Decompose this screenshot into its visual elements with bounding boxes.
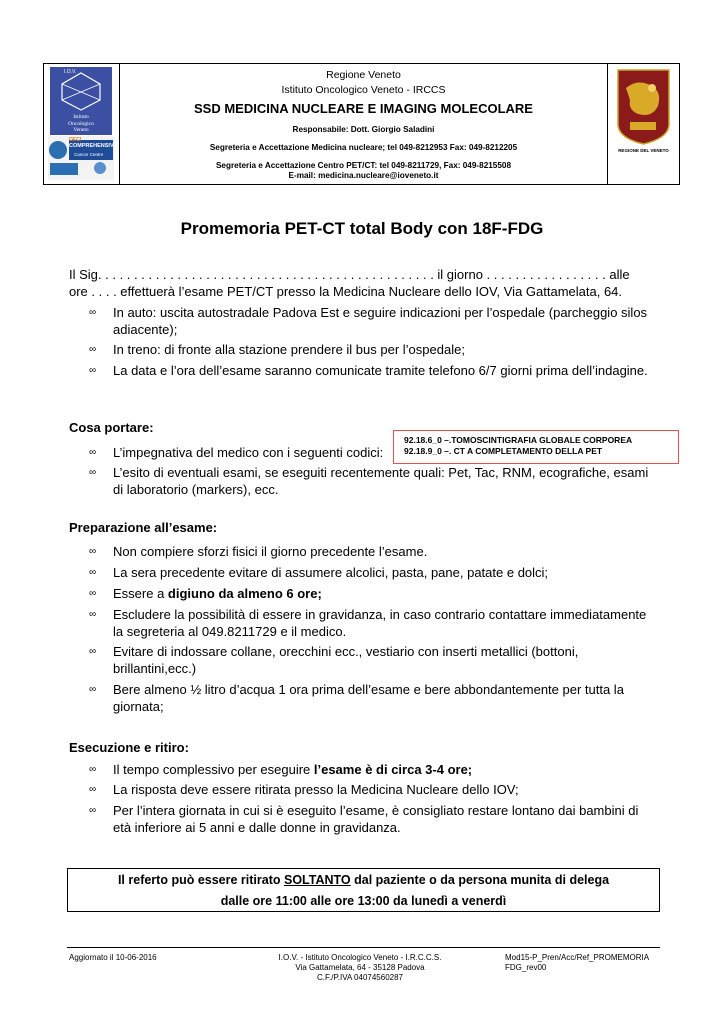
header-email: E-mail: medicina.nucleare@ioveneto.it bbox=[288, 171, 439, 180]
exec-item-2: La risposta deve essere ritirata presso la Medicina Nucleare dello IOV; bbox=[113, 782, 519, 797]
header-box bbox=[43, 63, 680, 185]
iov-logo-area bbox=[44, 64, 120, 184]
bullet-icon: ∞ bbox=[89, 467, 97, 478]
pickup-notice-line-1: Il referto può essere ritirato SOLTANTO dal paziente o da persona munita di delega bbox=[117, 873, 610, 887]
pickup-notice bbox=[67, 868, 660, 912]
bullet-icon: ∞ bbox=[89, 546, 97, 557]
prep-item-3: Essere a digiuno da almeno 6 ore; bbox=[113, 586, 322, 601]
bullet-icon: ∞ bbox=[89, 609, 97, 620]
bullet-icon: ∞ bbox=[89, 344, 97, 355]
bullet-icon: ∞ bbox=[89, 307, 97, 318]
direction-train: In treno: di fronte alla stazione prendere il bus per l’ospedale; bbox=[113, 342, 465, 357]
prep-item-4: Escludere la possibilità di essere in gravidanza, in caso contrario contattare immediatamente la segreteria al 049.8211729 e il medico. bbox=[113, 607, 647, 639]
section-prep-heading: Preparazione all’esame: bbox=[69, 520, 218, 535]
header-region: Regione Veneto bbox=[326, 69, 401, 81]
bullet-icon: ∞ bbox=[89, 784, 97, 795]
bullet-icon: ∞ bbox=[89, 684, 97, 695]
intro-line-1: Il Sig. . . . . . . . . . . . . . . . . . . . . . . . . . . . . . . . . . . . . . . . . . . . . . . il giorno . . . . . . . . . . . . . . . . . alle bbox=[69, 267, 630, 282]
venice-lion-icon bbox=[608, 64, 679, 184]
bullet-icon: ∞ bbox=[89, 567, 97, 578]
bring-referral: L’impegnativa del medico con i seguenti codici: bbox=[113, 445, 384, 460]
header-secretary-nm: Segreteria e Accettazione Medicina nucleare; tel 049-8212953 Fax: 049-8212205 bbox=[209, 143, 518, 152]
exam-code-1: 92.18.6_0 –.TOMOSCINTIGRAFIA GLOBALE CORPOREA bbox=[404, 435, 633, 445]
bullet-icon: ∞ bbox=[89, 805, 97, 816]
comprehensive-label: COMPREHENSIVE bbox=[69, 143, 118, 149]
exec-item-3: Per l’intera giornata in cui si è eseguito l’esame, è consigliato restare lontano dai bambini di età inferiore ai 5 anni e dalle donne in gravidanza. bbox=[113, 803, 639, 835]
intro-line-2: ore . . . . effettuerà l’esame PET/CT presso la Medicina Nucleare dello IOV, Via Gattamelata, 64. bbox=[69, 284, 623, 299]
header-institute: Istituto Oncologico Veneto - IRCCS bbox=[281, 84, 446, 96]
bullet-icon: ∞ bbox=[89, 588, 97, 599]
bullet-icon: ∞ bbox=[89, 646, 97, 657]
prep-item-2: La sera precedente evitare di assumere alcolici, pasta, pane, patate e dolci; bbox=[113, 565, 549, 580]
bullet-icon: ∞ bbox=[89, 447, 97, 458]
header-secretary-pet: Segreteria e Accettazione Centro PET/CT: tel 049-8211729, Fax: 049-8215508 bbox=[215, 161, 512, 170]
exam-code-2: 92.18.9_0 –. CT A COMPLETAMENTO DELLA PET bbox=[404, 446, 603, 456]
footer-updated: Aggiornato il 10-06-2016 bbox=[69, 953, 157, 962]
regione-label: REGIONE DEL VENETO bbox=[618, 148, 669, 153]
logo-iov-name: Istituto Oncologico Veneto bbox=[68, 114, 94, 133]
direction-date: La data e l’ora dell’esame saranno comunicate tramite telefono 6/7 giorni prima dell’indagine. bbox=[113, 363, 648, 378]
section-bring-heading: Cosa portare: bbox=[69, 420, 154, 435]
footer-doc-code: Mod15-P_Pren/Acc/Ref_PROMEMORIA FDG_rev00 bbox=[505, 953, 650, 972]
prep-item-5: Evitare di indossare collane, orecchini ecc., vestiario con inserti metallici (bottoni, brillantini,ecc.) bbox=[113, 644, 579, 676]
prep-item-6: Bere almeno ½ litro d’acqua 1 ora prima dell’esame e bere abbondantemente per tutta la giornata; bbox=[113, 682, 624, 714]
page-title: Promemoria PET-CT total Body con 18F-FDG bbox=[180, 219, 544, 238]
logo-iov-label: I.O.V. bbox=[64, 69, 77, 75]
section-exec-heading: Esecuzione e ritiro: bbox=[69, 740, 189, 755]
pickup-notice-line-2: dalle ore 11:00 alle ore 13:00 da lunedì a venerdì bbox=[220, 894, 507, 908]
prep-item-1: Non compiere sforzi fisici il giorno precedente l’esame. bbox=[113, 544, 428, 559]
footer-org: I.O.V. - Istituto Oncologico Veneto - I.R.C.C.S. Via Gattamelata, 64 - 35128 Padova C.F./P.IVA 04074560287 bbox=[278, 953, 442, 982]
bullet-icon: ∞ bbox=[89, 764, 97, 775]
exam-codes-box bbox=[393, 430, 679, 464]
direction-car: In auto: uscita autostradale Padova Est e seguire indicazioni per l’ospedale (parcheggio silos adiacente); bbox=[113, 305, 648, 337]
oeci-label: OECI bbox=[69, 137, 82, 143]
cancer-centre-label: Cancer Centre bbox=[74, 152, 104, 157]
header-department: SSD MEDICINA NUCLEARE E IMAGING MOLECOLARE bbox=[194, 101, 533, 116]
footer-divider bbox=[67, 947, 660, 948]
header-responsible: Responsabile: Dott. Giorgio Saladini bbox=[292, 125, 435, 134]
bring-previous-exams: L’esito di eventuali esami, se eseguiti recentemente quali: Pet, Tac, RNM, ecografiche, esami di laboratorio (markers), ecc. bbox=[113, 465, 649, 497]
regione-logo-area bbox=[607, 64, 679, 184]
exec-item-1: Il tempo complessivo per eseguire l’esame è di circa 3-4 ore; bbox=[113, 762, 473, 777]
bullet-icon: ∞ bbox=[89, 365, 97, 376]
